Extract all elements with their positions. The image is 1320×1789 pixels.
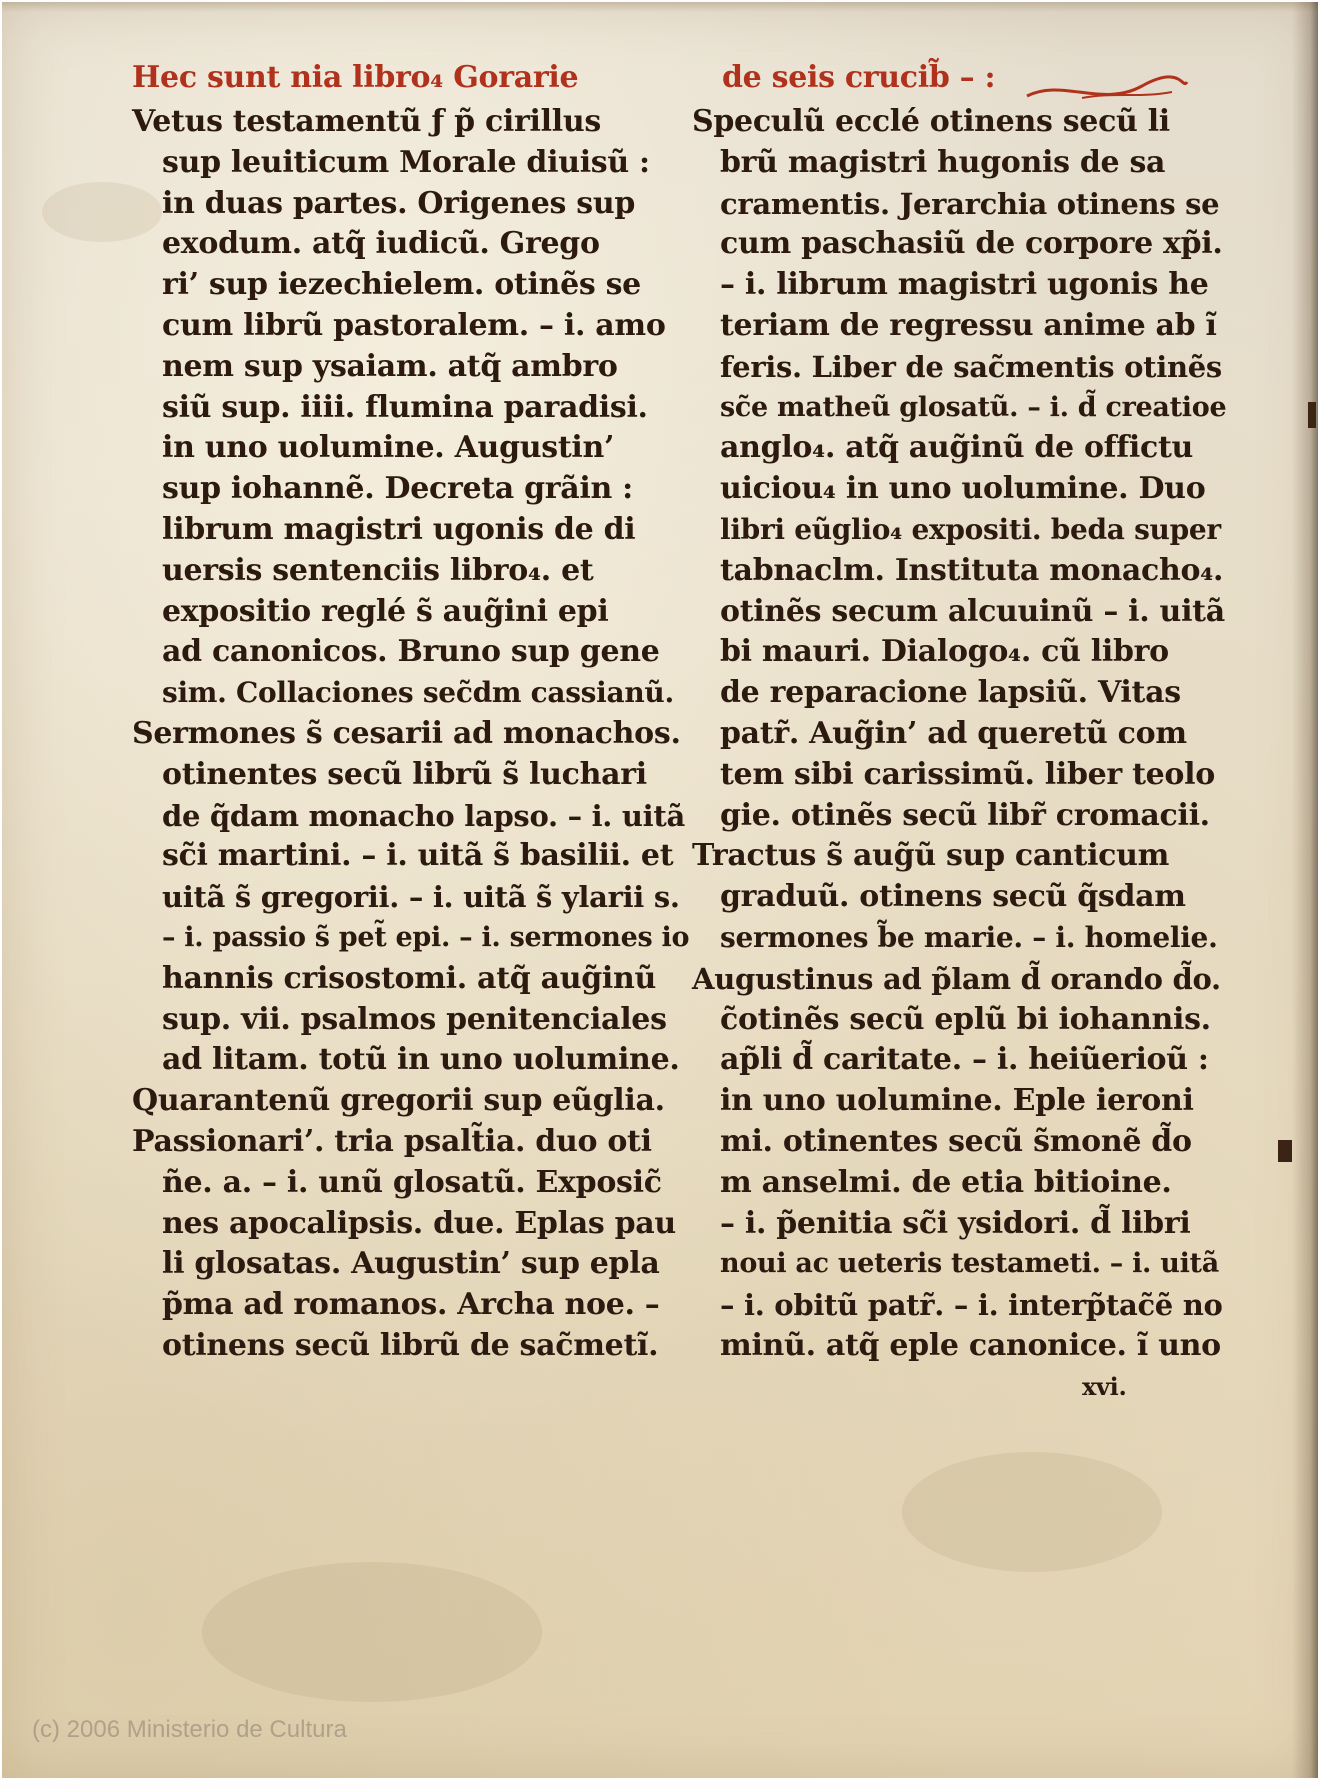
rubric-heading-text: Hec sunt nia libro₄ Gorarie: [132, 60, 579, 95]
manuscript-line: Vetus testamentũ ƒ p̃ cirillus: [132, 104, 601, 139]
manuscript-line: Quarantenũ gregorii sup eũglia.: [132, 1083, 665, 1119]
manuscript-line: sc̃i martini. – i. uitã s̃ basilii. et: [162, 838, 674, 874]
manuscript-line: cramentis. Jerarchia otinens se: [720, 186, 1220, 221]
manuscript-line: noui ac ueteris testameti. – i. uitã: [720, 1248, 1219, 1280]
manuscript-line: bi mauri. Dialogo₄. cũ libro: [720, 634, 1169, 670]
manuscript-line: otinẽs secum alcuuinũ – i. uitã: [720, 593, 1225, 629]
manuscript-line: hannis crisostomi. atq̃ aug̃inũ: [162, 960, 657, 996]
manuscript-line: feris. Liber de sac̃mentis otinẽs: [720, 349, 1222, 384]
manuscript-line: Augustinus ad p̃lam d̃ orando d̃o.: [692, 961, 1221, 996]
manuscript-line: ap̃li d̃ caritate. – i. heiũerioũ :: [720, 1042, 1209, 1078]
manuscript-line: p̃ma ad romanos. Archa noe. –: [162, 1287, 660, 1323]
manuscript-line: de q̃dam monacho lapso. – i. uitã: [162, 798, 685, 833]
manuscript-line: teriam de regressu anime ab ĩ: [720, 308, 1217, 343]
manuscript-line: – i. p̃enitia sc̃i ysidori. d̃ libri: [720, 1205, 1191, 1241]
manuscript-line: sup leuiticum Morale diuisũ :: [162, 144, 650, 180]
manuscript-line: otinentes secũ librũ s̃ luchari: [162, 756, 647, 792]
manuscript-line: graduũ. otinens secũ q̃sdam: [720, 879, 1186, 915]
manuscript-line: expositio reglé s̃ aug̃ini epi: [162, 593, 609, 629]
manuscript-line: exodum. atq̃ iudicũ. Grego: [162, 226, 600, 262]
manuscript-line: ad canonicos. Bruno sup gene: [162, 634, 660, 670]
manuscript-line: siũ sup. iiii. flumina paradisi.: [162, 389, 648, 425]
manuscript-line: cum paschasiũ de corpore xp̃i.: [720, 226, 1223, 262]
manuscript-line: patr̃. Aug̃in’ ad queretũ com: [720, 716, 1187, 751]
manuscript-line: Sermones s̃ cesarii ad monachos.: [132, 716, 681, 751]
manuscript-line: brũ magistri hugonis de sa: [720, 144, 1166, 180]
left-column-rubric-heading: [132, 58, 578, 98]
manuscript-line: in duas partes. Origenes sup: [162, 185, 636, 221]
manuscript-line: nem sup ysaiam. atq̃ ambro: [162, 348, 618, 384]
manuscript-line: sermones b̃e marie. – i. homelie.: [720, 921, 1218, 954]
manuscript-line: cum librũ pastoralem. – i. amo: [162, 308, 666, 343]
manuscript-line: – i. librum magistri ugonis he: [720, 267, 1209, 303]
manuscript-line: sc̃e matheũ glosatũ. – i. d̃ creatioe: [720, 391, 1227, 423]
margin-tab-mark: [1278, 1140, 1292, 1162]
manuscript-line: ñe. a. – i. unũ glosatũ. Exposic̃: [162, 1164, 662, 1200]
manuscript-line: Passionari’. tria psalt̃ia. duo oti: [132, 1124, 652, 1159]
parchment-folio: [2, 2, 1318, 1778]
manuscript-line: m anselmi. de etia bitioine.: [720, 1164, 1172, 1200]
parchment-stain: [42, 182, 162, 242]
manuscript-line: gie. otinẽs secũ libr̃ cromacii.: [720, 797, 1210, 833]
manuscript-line: librum magistri ugonis de di: [162, 512, 636, 547]
manuscript-line: – i. obitũ patr̃. – i. interp̃tac̃ẽ no: [720, 1288, 1223, 1323]
manuscript-line: ad litam. totũ in uno uolumine.: [162, 1042, 680, 1078]
folio-top-edge: [2, 2, 1318, 12]
manuscript-line: in uno uolumine. Eple ieroni: [720, 1083, 1194, 1119]
manuscript-line: minũ. atq̃ eple canonice. ĩ uno: [720, 1328, 1221, 1363]
manuscript-line: libri eũglio₄ expositi. beda super: [720, 513, 1221, 546]
manuscript-line: uersis sentenciis libro₄. et: [162, 552, 594, 588]
manuscript-line: tabnaclm. Instituta monacho₄.: [720, 552, 1224, 588]
manuscript-line: in uno uolumine. Augustin’: [162, 430, 615, 466]
manuscript-line: uiciou₄ in uno uolumine. Duo: [720, 471, 1206, 507]
parchment-stain: [902, 1452, 1162, 1572]
manuscript-line: otinens secũ librũ de sac̃metĩ.: [162, 1328, 659, 1363]
manuscript-line: sup. vii. psalmos penitenciales: [162, 1001, 667, 1037]
manuscript-line: sup iohannẽ. Decreta grãin :: [162, 471, 633, 507]
right-column-rubric-heading: [722, 58, 995, 98]
manuscript-line: li glosatas. Augustin’ sup epla: [162, 1246, 660, 1282]
manuscript-line: sim. Collaciones sec̃dm cassianũ.: [162, 676, 674, 710]
manuscript-line: uitã s̃ gregorii. – i. uitã s̃ ylarii s.: [162, 880, 680, 915]
manuscript-line: – i. passio s̃ pet̃ epi. – i. sermones io: [162, 922, 690, 953]
copyright-watermark: (c) 2006 Ministerio de Cultura: [32, 1716, 347, 1743]
margin-tab-mark: [1308, 402, 1316, 428]
manuscript-line: nes apocalipsis. due. Eplas pau: [162, 1205, 676, 1241]
parchment-stain: [202, 1562, 542, 1702]
manuscript-line: ri’ sup iezechielem. otinẽs se: [162, 267, 641, 303]
manuscript-line: c̃otinẽs secũ eplũ bi iohannis.: [720, 1001, 1211, 1037]
rubric-heading-text: de seis crucib̃ – :: [722, 60, 996, 95]
folio-binding-edge: [1292, 2, 1318, 1778]
manuscript-line: tem sibi carissimũ. liber teolo: [720, 756, 1215, 792]
manuscript-line: anglo₄. atq̃ aug̃inũ de offictu: [720, 430, 1194, 466]
manuscript-line: xvi.: [1082, 1371, 1127, 1401]
manuscript-line: Tractus s̃ aug̃ũ sup canticum: [692, 838, 1170, 874]
manuscript-line: Speculũ ecclé otinens secũ li: [692, 104, 1170, 139]
manuscript-line: mi. otinentes secũ s̃monẽ d̃o: [720, 1124, 1192, 1159]
manuscript-line: de reparacione lapsiũ. Vitas: [720, 675, 1181, 711]
